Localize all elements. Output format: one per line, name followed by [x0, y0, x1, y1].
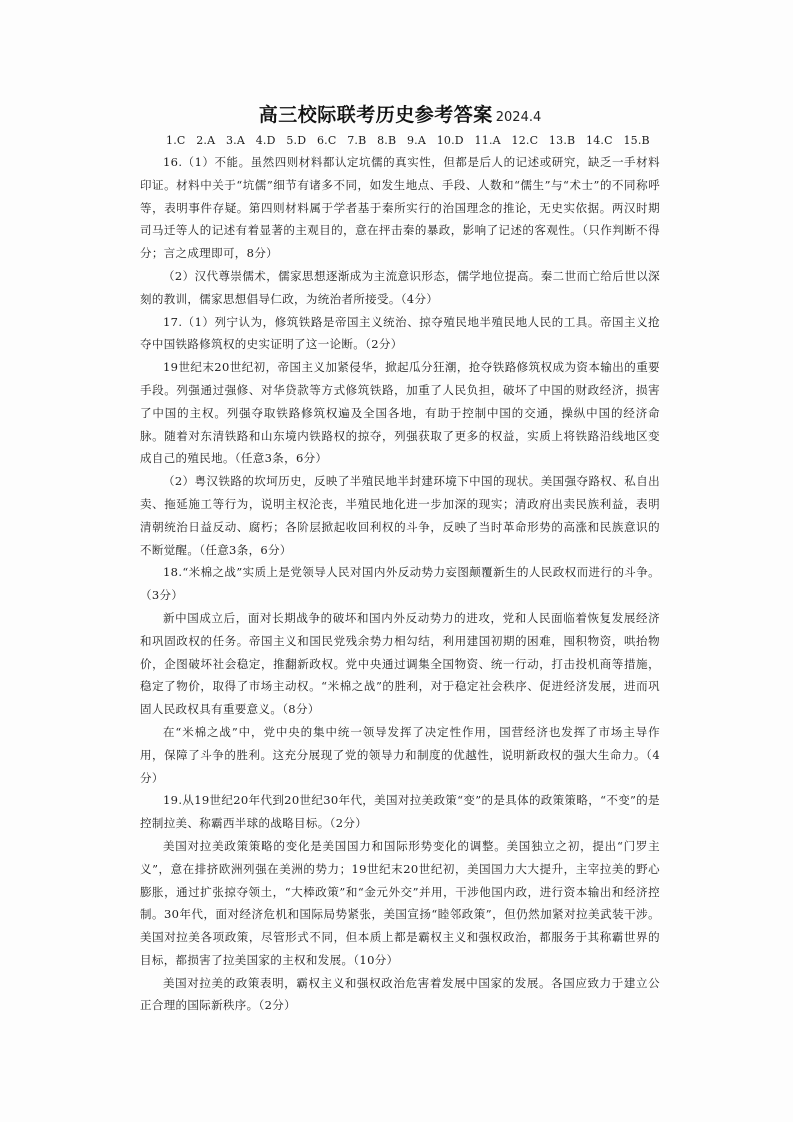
choice-answer: 13.B	[548, 134, 576, 147]
answer-paragraph-q19-conclusion: 美国对拉美的政策表明，霸权主义和强权政治危害着发展中国家的发展。各国应致力于建立公正合理的国际新秩序。（2分）	[140, 975, 660, 1013]
answer-paragraph-q18-detail: 新中国成立后，面对长期战争的破坏和国内外反动势力的进攻，党和人民面临着恢复发展经济和巩固政权的任务。帝国主义和国民党残余势力相勾结，利用建国初期的困难，囤积物资，哄抬物价，企图破坏社会稳定，推翻新政权。党中央通过调集全国物资、统一行动，打击投机商等措施，稳定了物价，取得了市场主动权。“米棉之战”的胜利，对于稳定社会秩序、促进经济发展，进而巩固人民政权具有重要意义。（8分）	[140, 610, 660, 717]
choice-answer: 15.B	[623, 134, 650, 147]
answer-paragraph-q19-intro: 19.从19世纪20年代到20世纪30年代，美国对拉美政策“变”的是具体的政策策略，“不变”的是控制拉美、称霸西半球的战略目标。（2分）	[140, 793, 660, 831]
choice-answer: 9.A	[406, 134, 427, 147]
answer-paragraph-q16-part2: （2）汉代尊崇儒术，儒家思想逐渐成为主流意识形态，儒学地位提高。秦二世而亡给后世以深刻的教训，儒家思想倡导仁政，为统治者所接受。（4分）	[140, 268, 660, 306]
document-date: 2024.4	[495, 110, 542, 125]
answer-paragraph-q17-part2: （2）粤汉铁路的坎坷历史，反映了半殖民地半封建环境下中国的现状。美国强夺路权、私自出卖、拖延施工等行为，说明主权沦丧，半殖民地化进一步加深的现实；清政府出卖民族利益，表明清朝统治日益反动、腐朽；各阶层掀起收回利权的斗争，反映了当时革命形势的高涨和民族意识的不断觉醒。（任意3条，6分）	[140, 474, 660, 557]
answer-paragraph-q17-part1-detail: 19世纪末20世纪初，帝国主义加紧侵华，掀起瓜分狂潮，抢夺铁路修筑权成为资本输出的重要手段。列强通过强修、对华贷款等方式修筑铁路，加重了人民负担，破坏了中国的财政经济，损害了中国的主权。列强夺取铁路修筑权遍及全国各地，有助于控制中国的交通，操纵中国的经济命脉。随着对东清铁路和山东境内铁路权的掠夺，列强获取了更多的权益，实质上将铁路沿线地区变成自己的殖民地。（任意3条，6分）	[140, 360, 660, 466]
answer-paragraph-q16-part1: 16.（1）不能。虽然四则材料都认定坑儒的真实性，但都是后人的记述或研究，缺乏一手材料印证。材料中关于“坑儒”细节有诸多不同，如发生地点、手段、人数和“儒生”与“术士”的不同称呼等，表明事件存疑。第四则材料属于学者基于秦所实行的治国理念的推论，无史实依据。两汉时期司马迁等人的记述有着显著的主观目的，意在抨击秦的暴政，影响了记述的客观性。（只作判断不得分；言之成理即可，8分）	[140, 155, 660, 261]
document-title: 高三校际联考历史参考答案	[258, 104, 493, 126]
choice-answer: 12.C	[511, 134, 539, 147]
answer-paragraph-q18-conclusion: 在“米棉之战”中，党中央的集中统一领导发挥了决定性作用，国营经济也发挥了市场主导作用，保障了斗争的胜利。这充分展现了党的领导力和制度的优越性，说明新政权的强大生命力。（4分）	[140, 724, 660, 785]
choice-answer: 10.D	[436, 134, 464, 147]
answer-paragraph-q19-detail: 美国对拉美政策策略的变化是美国国力和国际形势变化的调整。美国独立之初，提出“门罗主义”，意在排挤欧洲列强在美洲的势力；19世纪末20世纪初，美国国力大大提升，主宰拉美的野心膨胀，通过扩张掠夺领土，“大棒政策”和“金元外交”并用，干涉他国内政，进行资本输出和经济控制。30年代，面对经济危机和国际局势紧张，美国宣扬“睦邻政策”，但仍然加紧对拉美武装干涉。美国对拉美各项政策，尽管形式不同，但本质上都是霸权主义和强权政治，都服务于其称霸世界的目标，都损害了拉美国家的主权和发展。（10分）	[140, 838, 660, 967]
choice-answer: 4.D	[255, 134, 276, 147]
choice-answer: 5.D	[286, 134, 307, 147]
choice-answer: 14.C	[586, 134, 613, 147]
choice-answer: 11.A	[474, 134, 501, 147]
multiple-choice-answers	[140, 131, 660, 151]
choice-answer: 3.A	[225, 134, 246, 147]
choice-answer: 2.A	[196, 134, 216, 147]
answer-paragraph-q17-part1: 17.（1）列宁认为，修筑铁路是帝国主义统治、掠夺殖民地半殖民地人民的工具。帝国主义抢夺中国铁路修筑权的史实证明了这一论断。（2分）	[140, 314, 660, 352]
choice-answer: 1.C	[166, 134, 186, 147]
answer-sheet	[140, 100, 660, 1017]
choice-answer: 7.B	[347, 134, 367, 147]
choice-answer: 6.C	[316, 134, 337, 147]
answer-paragraph-q18-intro: 18.“米棉之战”实质上是党领导人民对国内外反动势力妄图颠覆新生的人民政权而进行的斗争。（3分）	[140, 565, 660, 603]
document-header	[140, 100, 660, 127]
choice-answer: 8.B	[377, 134, 397, 147]
